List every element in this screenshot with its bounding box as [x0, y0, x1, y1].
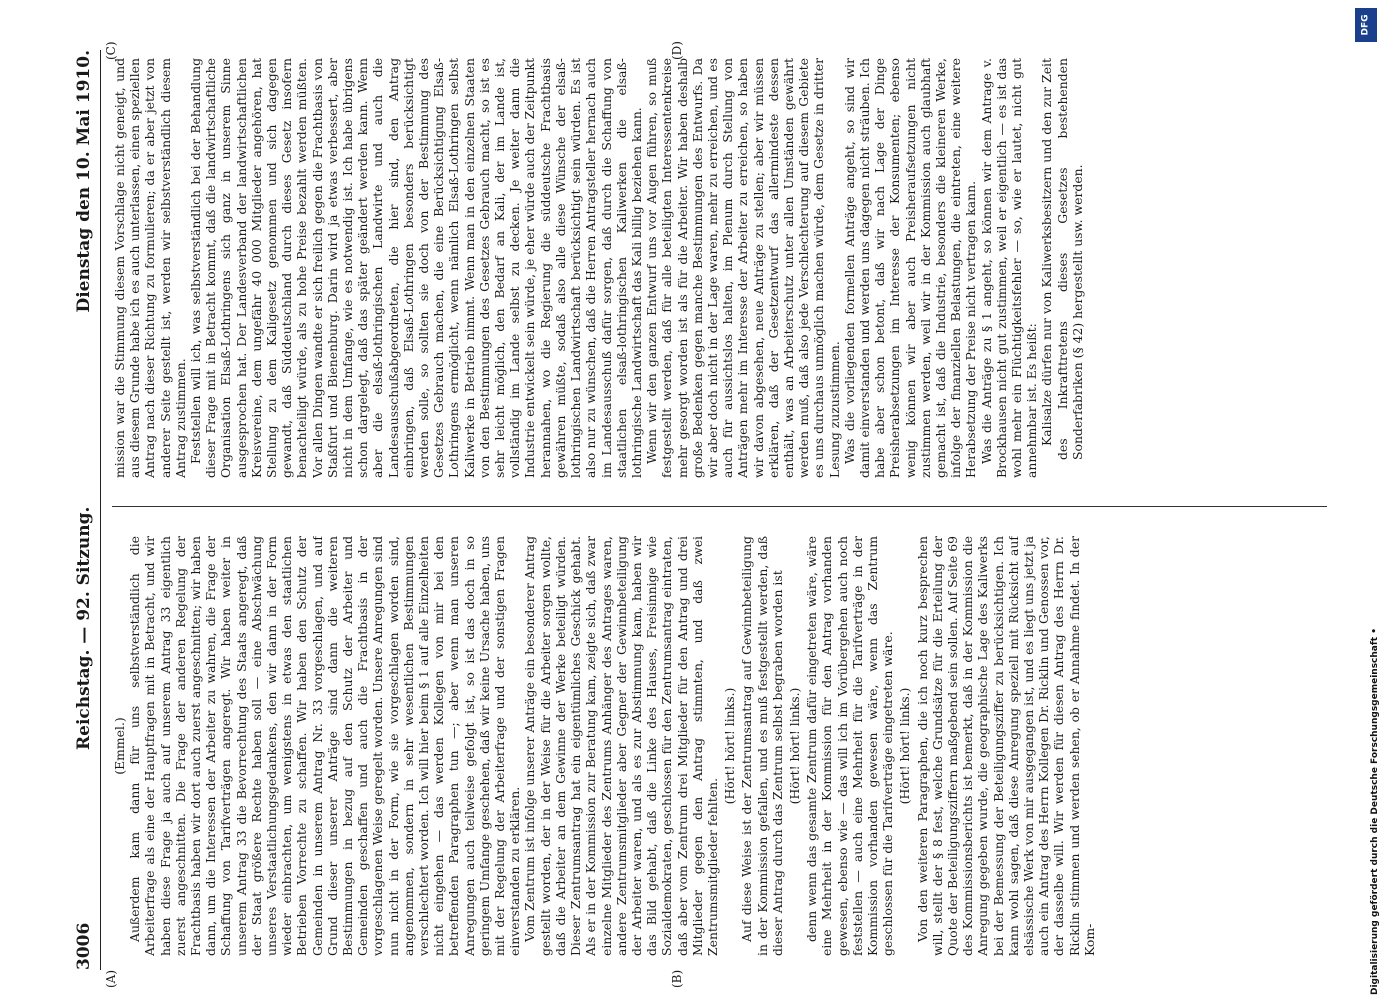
interjection: (Hört! hört! links.) [722, 687, 738, 805]
paragraph: Von den weiteren Paragraphen, die ich noch kurz besprechen will, stellt der § 8 fest, welche Grundsätze für die Erteilung der Quote der Beteiligungsziffern maßgebend sein sollen. Auf Seite 69 des Kommissionsberichts ist bemerkt, daß in der Kommission die Anregung gegeben wurde, die geographische Lage des Kaliwerks bei der Bemessung der Beteiligungsziffer zu berücksichtigen. Ich kann wohl sagen, daß diese Anregung speziell mit Rücksicht auf elsässische Werk von mir ausgegangen ist, und es liegt uns jetzt ja auch ein Antrag des Herrn Kollegen Dr. Ricklin und Genossen vor, der dasselbe will. Wir werden für diesen Antrag des Herrn Dr. Ricklin stimmen und werden sehen, ob er Annahme findet. In der Kom- [914, 536, 1097, 956]
rotated-page [70, 41, 1340, 988]
margin-mark-b: (B) [670, 969, 684, 988]
page-number: 3006 [74, 922, 94, 970]
paragraph: Wenn wir den ganzen Entwurf uns vor Augen führen, so muß festgestellt werden, daß für alle beteiligten Interessentenkreise mehr gesorgt worden ist als für die Arbeiter. Wir haben deshalb große Bedenken gegen manche Bestimmungen des Entwurfs. Da wir aber doch nicht in der Lage waren, mehr zu erreichen, und es auch für aussichtslos halten, im Plenum durch Stellung von Anträgen mehr im Interesse der Arbeiter zu erreichen, so haben wir davon abgesehen, neue Anträge zu stellen; aber wir müssen erklären, daß der Gesetzentwurf das allermindeste dessen enthält, was an Arbeiterschutz unter allen Umständen gewährt werden muß, daß also jede Verschlechterung auf diesem Gebiete es uns durchaus unmöglich machen würde, dem Gesetze in dritter Lesung zuzustimmen. [644, 58, 842, 478]
left-column [112, 536, 1332, 956]
paragraph: Vom Zentrum ist infolge unserer Anträge ein besonderer Antrag gestellt worden, der in der Weise für die Arbeiter sorgen wollte, daß die Arbeiter an dem Gewinne der Werke beteiligt würden. Dieser Zentrumsantrag hat ein eigentümliches Geschick gehabt. Als er in der Kommission zur Beratung kam, zeigte sich, daß zwar einzelne Mitglieder des Zentrums Anhänger des Antrages waren, andere Zentrumsmitglieder aber Gegner der Gewinnbeteiligung der Arbeiter waren, und als es zur Abstimmung kam, haben wir das Bild gehabt, daß die Linke des Hauses, Freisinnige wie Sozialdemokraten, geschlossen für den Zentrumsantrag eintraten, daß aber vom Zentrum drei Mitglieder für den Antrag und drei Mitglieder gegen den Antrag stimmten, und daß zwei Zentrumsmitglieder fehlten. [522, 536, 720, 956]
margin-mark-c: (C) [104, 41, 118, 60]
margin-mark-a: (A) [104, 969, 118, 988]
quoted-text: Kalisalze dürfen nur von Kaliwerksbesitzern und den zur Zeit des Inkrafttretens dieses Gesetzes bestehenden Sonderfabriken (§ 42) hergestellt usw. werden. [1039, 58, 1085, 460]
dfg-logo [1355, 8, 1377, 42]
paragraph: denn wenn das gesamte Zentrum dafür eingetreten wäre, wäre eine Mehrheit in der Kommission für den Antrag vorhanden gewesen, ebenso wie — das will ich im Vorübergehen auch noch feststellen — auch eine Mehrheit für die Tarifverträge in der Kommission vorhanden gewesen wäre, wenn das Zentrum geschlossen für die Tarifverträge eingetreten wäre. [804, 536, 896, 956]
margin-mark-d: (D) [670, 41, 684, 60]
interjection: (Hört! hört! links.) [897, 687, 913, 805]
paragraph: Feststellen will ich, was selbstverständlich bei der Behandlung dieser Frage mit in Betracht kommt, daß die landwirtschaftliche Organisation Elsaß-Lothringens sich ganz in unserem Sinne ausgesprochen hat. Der Landesverband der landwirtschaftlichen Kreisvereine, dem ungefähr 40 000 Mitglieder angehören, hat Stellung zu dem Kaligesetz genommen und sich dagegen gewandt, daß Süddeutschland durch dieses Gesetz insofern benachteiligt würde, als zu hohe Preise bezahlt werden müßten. Vor allen Dingen wandte er sich freilich gegen die Frachtbasis von Staßfurt und Bienenburg. Darin wird ja etwas verbessert, aber nicht in dem Umfange, wie es notwendig ist. Ich habe übrigens schon dargelegt, daß das später geändert werden kann. Wenn aber die elsaß-lothringischen Landwirte und auch die Landesausschußabgeordneten, die hier sind, den Antrag einbringen, daß Elsaß-Lothringen besonders berücksichtigt werden solle, so sollten sie doch von der Bestimmung des Gesetzes Gebrauch machen, die eine Berücksichtigung Elsaß-Lothringens ermöglicht, wenn nämlich Elsaß-Lothringen selbst Kaliwerke in Betrieb nimmt. Wenn man in den einzelnen Staaten von den Bestimmungen des Gesetzes Gebrauch macht, so ist es sehr leicht möglich, den Bedarf an Kali, der im Lande ist, vollständig im Lande selbst zu decken. Je weiter dann die Industrie entwickelt sein würde, je eher würde auch der Zeitpunkt herannahen, wo die Regierung die süddeutsche Frachtbasis gewähren müßte, sodaß also alle diese Wünsche der elsaß-lothringischen Landwirtschaft berücksichtigt sein würden. Es ist also nur zu wünschen, daß die Herren Antragsteller hernach auch im Landesausschuß dafür sorgen, daß durch die Schaffung von staatlichen elsaß-lothringischen Kaliwerken die elsaß-lothringische Landwirtschaft das Kali billig beziehen kann. [188, 58, 644, 478]
session-date: Dienstag den 10. Mai 1910. [74, 50, 94, 313]
interjection: (Hört! hört! links.) [786, 687, 802, 805]
dfg-logo-text: DFG [1360, 14, 1371, 36]
column-divider [112, 506, 1327, 507]
right-column [112, 58, 1332, 478]
paragraph: Was die Anträge zu § 1 angeht, so können wir dem Antrage v. Brockhausen nicht gut zustimmen, weil er eigentlich — es ist das wohl mehr ein Flüchtigkeitsfehler — so, wie er lautet, nicht gut annehmbar ist. Es heißt: [978, 58, 1040, 478]
paragraph: Was die vorliegenden formellen Anträge angeht, so sind wir damit einverstanden und werden uns dagegen nicht sträuben. Ich habe aber schon betont, daß wir nach Lage der Dinge Preisherabsetzungen im Interesse der Konsumenten; ebenso wenig können wir aber auch Preisheraufsetzungen nicht zustimmen werden, weil wir in der Kommission auch glaubhaft gemacht ist, daß die Industrie, besonders die kleineren Werke, infolge der finanziellen Belastungen, die eintreten, eine weitere Herabsetzung der Preise nicht vertragen kann. [841, 58, 979, 478]
paragraph: mission war die Stimmung diesem Vorschlage nicht geneigt, und aus diesem Grunde habe ich es auch unterlassen, einen speziellen Antrag nach dieser Richtung zu formulieren; da er aber jetzt von anderer Seite gestellt ist, werden wir selbstverständlich diesem Antrag zustimmen. [112, 58, 188, 478]
speaker-name: (Emmel.) [112, 717, 127, 775]
paragraph: Außerdem kam dann für uns selbstverständlich die Arbeiterfrage als eine der Hauptfragen mit in Betracht, und wir haben diese Frage ja auch auf unserem Antrag 33 eigentlich zuerst angeschnitten. Die Frage der anderen Regelung der Frachtbasis haben wir dort auch zuerst angeschnitten; wir haben dann, um die Interessen der Arbeiter zu wahren, die Frage der Schaffung von Tarifverträgen angeregt. Wir haben weiter in unserem Antrag 33 die Bevorrechtung des Staats angeregt, daß der Staat größere Rechte haben soll — eine Abschwächung unseres Verstaatlichungsgedankens, den wir dann in der Form wieder einbrachten, um wenigstens in etwas den staatlichen Betrieben Vorrechte zu schaffen. Wir haben den Schutz der Gemeinden in unserem Antrag Nr. 33 vorgeschlagen, und auf Grund dieser unserer Anträge sind dann die weiteren Bestimmungen in bezug auf den Schutz der Arbeiter und Gemeinden geschaffen und auch die Frachtbasis in der vorgeschlagenen Weise geregelt worden. Unsere Anregungen sind nun nicht in der Form, wie sie vorgeschlagen worden sind, angenommen, sondern in sehr wesentlichen Bestimmungen verschlechtert worden. Ich will hier beim § 1 auf alle Einzelheiten nicht eingehen — das werden Kollegen von mir bei den betreffenden Paragraphen tun —; aber wenn man unseren Anregungen auch teilweise gefolgt ist, so ist das doch in so geringem Umfange geschehen, daß wir keine Ursache haben, uns mit der Regelung der Arbeiterfrage und der sonstigen Fragen einverstanden zu erklären. [127, 536, 523, 956]
digitization-credit: Digitalisierung gefördert durch die Deutsche Forschungsgemeinschaft • [1370, 628, 1380, 995]
paragraph: Auf diese Weise ist der Zentrumsantrag auf Gewinnbeteiligung in der Kommission gefallen, und es muß festgestellt werden, daß dieser Antrag durch das Zentrum selbst begraben worden ist [739, 536, 785, 956]
session-title: Reichstag. — 92. Sitzung. [74, 506, 94, 750]
page-header [70, 50, 101, 970]
